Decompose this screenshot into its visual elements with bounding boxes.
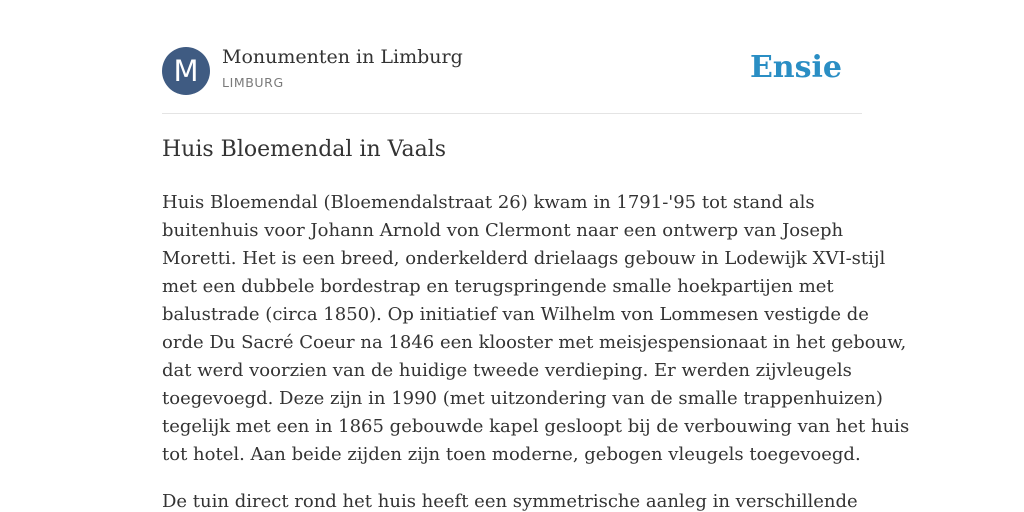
paragraph-line: tegelijk met een in 1865 gebouwde kapel gesloopt bij de verbouwing van het huis <box>162 416 910 437</box>
paragraph-line: buitenhuis voor Johann Arnold von Clermont naar een ontwerp van Joseph <box>162 220 844 241</box>
avatar[interactable]: M <box>162 47 210 95</box>
paragraph-1 <box>162 189 910 469</box>
paragraph-line: tot hotel. Aan beide zijden zijn toen moderne, gebogen vleugels toegevoegd. <box>162 444 861 465</box>
source-title-link[interactable]: Monumenten in Limburg <box>222 46 463 68</box>
paragraph-line: dat werd voorzien van de huidige tweede verdieping. Er werden zijvleugels <box>162 360 852 381</box>
paragraph-line: orde Du Sacré Coeur na 1846 een klooster met meisjespensionaat in het gebouw, <box>162 332 907 353</box>
paragraph-line: Huis Bloemendal (Bloemendalstraat 26) kwam in 1791-'95 tot stand als <box>162 192 815 213</box>
header-divider <box>162 113 862 114</box>
source-subtitle: LIMBURG <box>222 75 284 90</box>
paragraph-line: De tuin direct rond het huis heeft een symmetrische aanleg in verschillende <box>162 491 858 512</box>
paragraph-line: Moretti. Het is een breed, onderkelderd drielaags gebouw in Lodewijk XVI-stijl <box>162 248 886 269</box>
paragraph-line: toegevoegd. Deze zijn in 1990 (met uitzondering van de smalle trappenhuizen) <box>162 388 883 409</box>
article-title: Huis Bloemendal in Vaals <box>162 137 447 162</box>
paragraph-2 <box>162 488 862 512</box>
paragraph-line: balustrade (circa 1850). Op initiatief van Wilhelm von Lommesen vestigde de <box>162 304 869 325</box>
article-body <box>162 189 910 512</box>
paragraph-spacer <box>162 469 862 488</box>
source-header <box>162 46 862 96</box>
brand-logo[interactable]: Ensie <box>749 50 842 85</box>
paragraph-line: met een dubbele bordestrap en terugspringende smalle hoekpartijen met <box>162 276 834 297</box>
